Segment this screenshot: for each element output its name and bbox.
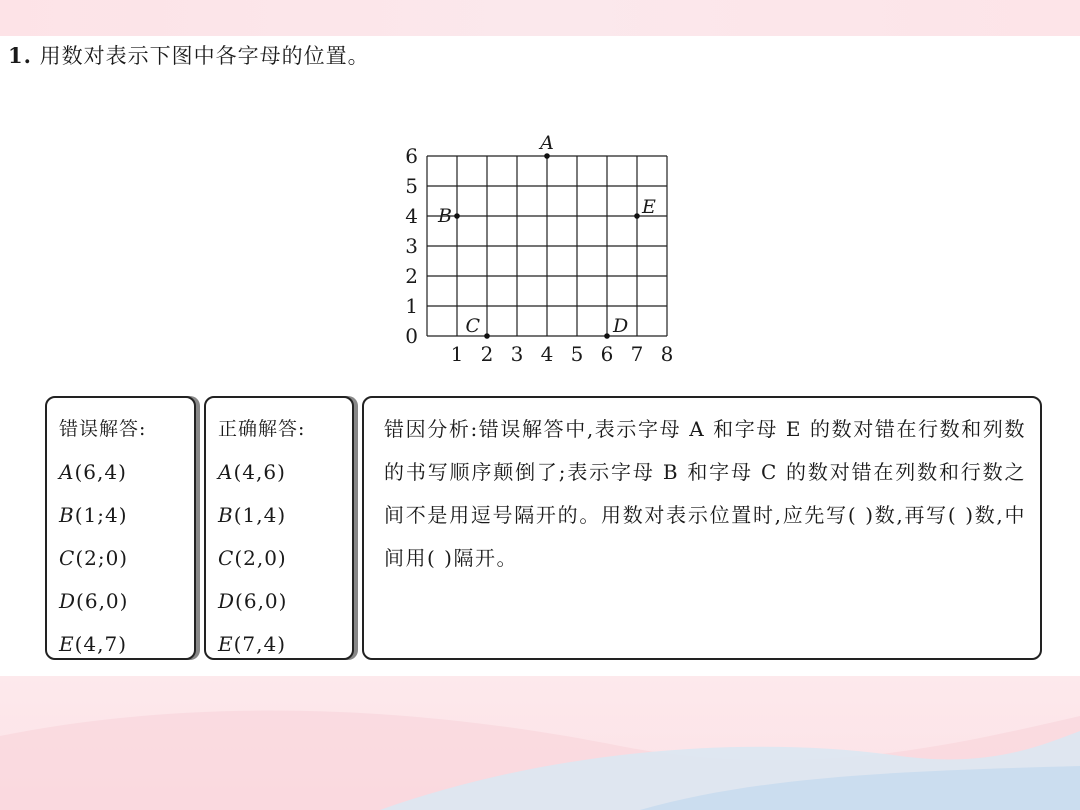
top-decorative-band [0,0,1080,36]
wrong-answer-item: D(6,0) [59,589,129,613]
y-tick-label: 3 [405,234,418,258]
y-tick-label: 5 [405,174,418,198]
wrong-answer-item: A(6,4) [59,460,127,484]
point-e-label: E [642,196,656,218]
x-tick-label: 1 [450,342,464,366]
x-tick-label: 6 [600,342,614,366]
x-tick-label: 8 [660,342,674,366]
wrong-answer-box [45,396,196,660]
correct-answer-item: E(7,4) [218,632,287,656]
wave-decoration [0,676,1080,810]
point-c-dot [484,333,490,339]
x-tick-label: 2 [480,342,494,366]
coordinate-grid [400,100,690,370]
point-a-dot [544,153,550,159]
x-tick-label: 5 [570,342,584,366]
x-tick-label: 4 [540,342,554,366]
correct-answer-header: 正确解答: [218,418,306,440]
y-tick-label: 1 [405,294,418,318]
question-title [8,40,370,70]
point-c-label: C [465,315,480,337]
correct-answer-item: D(6,0) [218,589,288,613]
point-e-dot [634,213,640,219]
point-d-label: D [613,315,629,337]
y-tick-label: 0 [405,324,418,348]
x-axis-labels [451,342,674,366]
wrong-answer-item: B(1;4) [59,503,128,527]
point-a-label: A [540,132,554,154]
point-b-dot [454,213,460,219]
point-d-dot [604,333,610,339]
wrong-answer-item: C(2;0) [59,546,129,570]
point-b-label: B [438,205,452,227]
y-tick-label: 6 [405,144,418,168]
grid-lines [427,156,667,336]
correct-answer-box [204,396,354,660]
y-axis-labels [405,144,418,348]
correct-answer-item: A(4,6) [218,460,286,484]
error-analysis-box [362,396,1042,660]
correct-answer-item: C(2,0) [218,546,287,570]
y-tick-label: 4 [405,204,418,228]
x-tick-label: 7 [630,342,644,366]
bottom-decorative-band [0,676,1080,810]
wrong-answer-item: E(4,7) [59,632,128,656]
question-number: 1. [8,43,32,68]
error-analysis-text: 错因分析:错误解答中,表示字母 A 和字母 E 的数对错在行数和列数的书写顺序颠倒了;表示字母 B 和字母 C 的数对错在列数和行数之间不是用逗号隔开的。用数对表示位置时,应先写( )数,再写( )数,中间用( )隔开。 [384,417,1026,570]
correct-answer-item: B(1,4) [218,503,287,527]
x-tick-label: 3 [510,342,524,366]
wrong-answer-header: 错误解答: [59,418,147,440]
y-tick-label: 2 [405,264,418,288]
question-text: 用数对表示下图中各字母的位置。 [39,44,370,68]
